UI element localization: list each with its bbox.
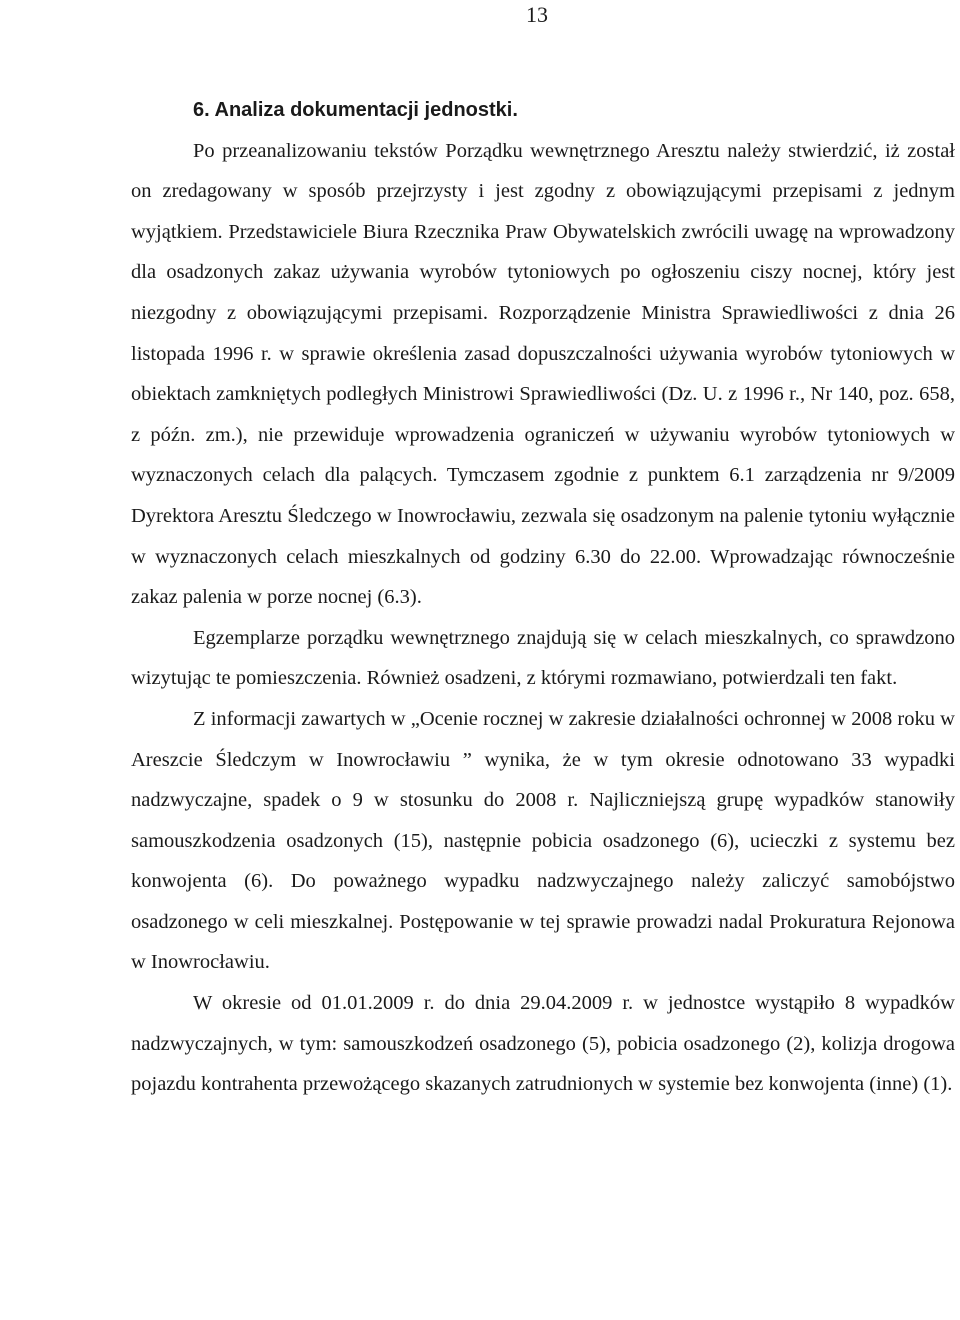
section-heading: 6. Analiza dokumentacji jednostki. [193, 99, 518, 121]
paragraph-rule-copies: Egzemplarze porządku wewnętrznego znajdują się w celach mieszkalnych, co sprawdzono wizytując te pomieszczenia. Również osadzeni, z którymi rozmawiano, potwierdzali ten fakt. [131, 626, 955, 690]
paragraph-annual-incidents: Z informacji zawartych w „Ocenie rocznej w zakresie działalności ochronnej w 2008 roku w Areszcie Śledczym w Inowrocławiu ” wynika, że w tym okresie odnotowano 33 wypadki nadzwyczajne, spadek o 9 w stosunku do 2008 r. Najliczniejszą grupę wypadków stanowiły samouszkodzenia osadzonych (15), następnie pobicia osadzonego (6), ucieczki z systemu bez konwojenta (6). Do poważnego wypadku nadzwyczajnego należy zaliczyć samobójstwo osadzonego w celi mieszkalnej. Postępowanie w tej sprawie prowadzi nadal Prokuratura Rejonowa w Inowrocławiu. [131, 707, 955, 974]
paragraph-2009-incidents: W okresie od 01.01.2009 r. do dnia 29.04.2009 r. w jednostce wystąpiło 8 wypadków nadzwyczajnych, w tym: samouszkodzeń osadzonego (5), pobicia osadzonego (2), kolizja drogowa pojazdu kontrahenta przewożącego skazanych zatrudnionych w systemie bez konwojenta (inne) (1). [131, 992, 955, 1096]
document-body [131, 90, 955, 1105]
page-number: 13 [526, 2, 548, 27]
paragraph-tobacco-rules: Po przeanalizowaniu tekstów Porządku wewnętrznego Aresztu należy stwierdzić, iż został on zredagowany w sposób przejrzysty i jest zgodny z obowiązującymi przepisami z jednym wyjątkiem. Przedstawiciele Biura Rzecznika Praw Obywatelskich zwrócili uwagę na wprowadzony dla osadzonych zakaz używania wyrobów tytoniowych po ogłoszeniu ciszy nocnej, który jest niezgodny z obowiązującymi przepisami. Rozporządzenie Ministra Sprawiedliwości z dnia 26 listopada 1996 r. w sprawie określenia zasad dopuszczalności używania wyrobów tytoniowych w obiektach zamkniętych podległych Ministrowi Sprawiedliwości (Dz. U. z 1996 r., Nr 140, poz. 658, z późn. zm.), nie przewiduje wprowadzenia ograniczeń w używaniu wyrobów tytoniowych w wyznaczonych celach dla palących. Tymczasem zgodnie z punktem 6.1 zarządzenia nr 9/2009 Dyrektora Aresztu Śledczego w Inowrocławiu, zezwala się osadzonym na palenie tytoniu wyłącznie w wyznaczonych celach mieszkalnych od godziny 6.30 do 22.00. Wprowadzając równocześnie zakaz palenia w porze nocnej (6.3). [131, 139, 955, 609]
